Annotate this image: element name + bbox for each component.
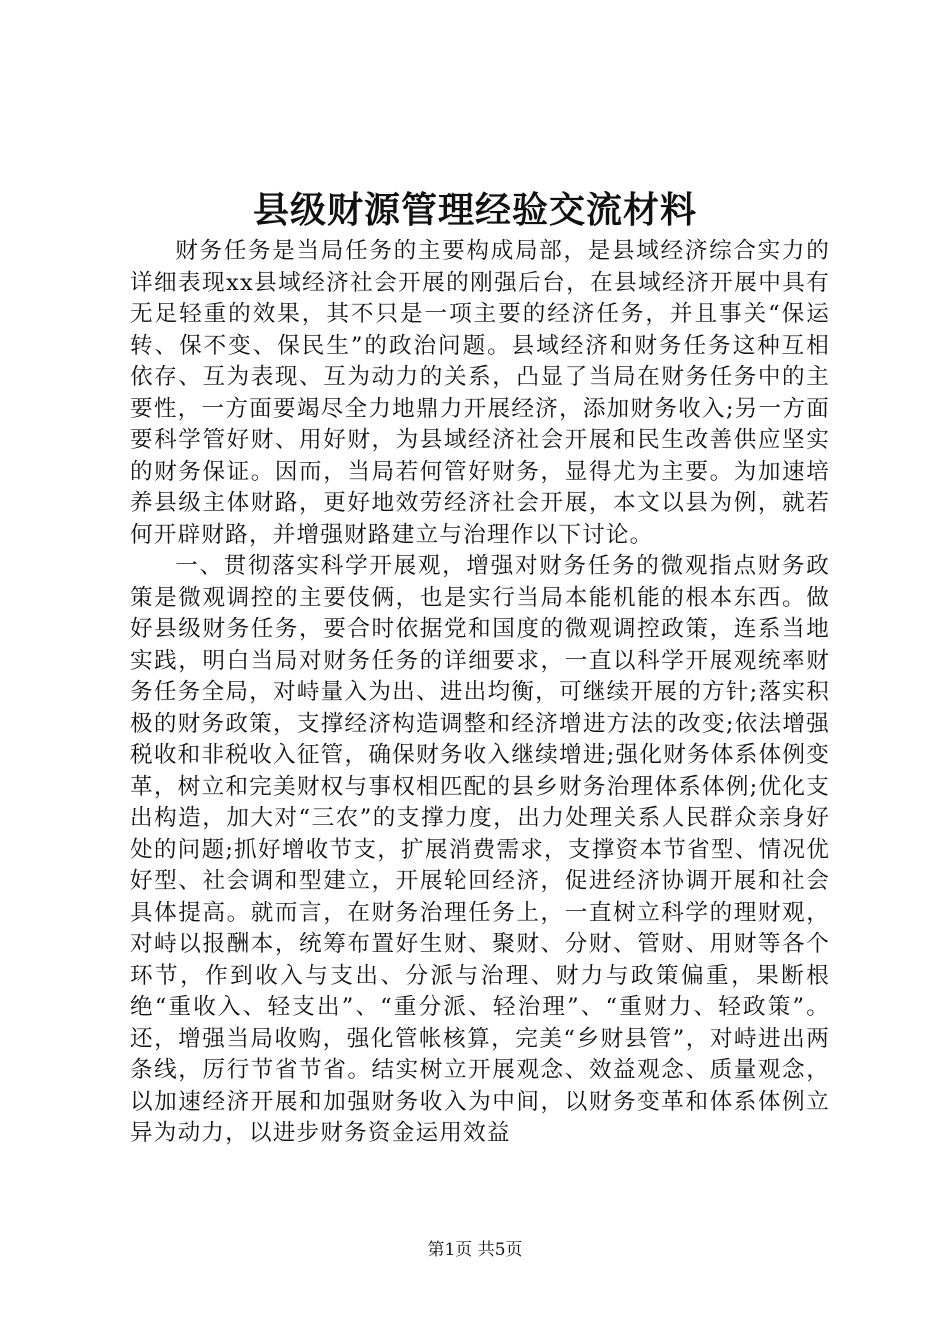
document-title: 县级财源管理经验交流材料 <box>252 189 697 231</box>
body-paragraph: 一、贯彻落实科学开展观，增强对财务任务的微观指点财务政策是微观调控的主要伎俩，也是实行当局本能机能的根本东西。做好县级财务任务，要合时依据党和国度的微观调控政策，连系当地实践，明白当局对财务任务的详细要求，一直以科学开展观统率财务任务全局，对峙量入为出、进出均衡，可继续开展的方针;落实积极的财务政策，支撑经济构造调整和经济增进方法的改变;依法增强税收和非税收入征管，确保财务收入继续增进;强化财务体系体例变革，树立和完美财权与事权相匹配的县乡财务治理体系体例;优化支出构造，加大对“三农”的支撑力度，出力处理关系人民群众亲身好处的问题;抓好增收节支，扩展消费需求，支撑资本节省型、情况优好型、社会调和型建立，开展轮回经济，促进经济协调开展和社会具体提高。就而言，在财务治理任务上，一直树立科学的理财观，对峙以报酬本，统筹布置好生财、聚财、分财、管财、用财等各个环节，作到收入与支出、分派与治理、财力与政策偏重，果断根绝“重收入、轻支出”、“重分派、轻治理”、“重财力、轻政策”。还，增强当局收购，强化管帐核算，完美“乡财县管”，对峙进出两条线，厉行节省节省。结实树立开展观念、效益观念、质量观念，以加速经济开展和加强财务收入为中间，以财务变革和体系体例立异为动力，以进步财务资金运用效益 <box>130 553 830 1146</box>
page-number-footer: 第1页 共5页 <box>427 1240 523 1260</box>
document-body <box>130 236 830 1150</box>
body-paragraph: 财务任务是当局任务的主要构成局部，是县域经济综合实力的详细表现xx县域经济社会开展的刚强后台，在县域经济开展中具有无足轻重的效果，其不只是一项主要的经济任务，并且事关“保运转、保不变、保民生”的政治问题。县域经济和财务任务这种互相依存、互为表现、互为动力的关系，凸显了当局在财务任务中的主要性，一方面要竭尽全力地鼎力开展经济，添加财务收入;另一方面要科学管好财、用好财，为县域经济社会开展和民生改善供应坚实的财务保证。因而，当局若何管好财务，显得尤为主要。为加速培养县级主体财路，更好地效劳经济社会开展，本文以县为例，就若何开辟财路，并增强财路建立与治理作以下讨论。 <box>130 238 830 548</box>
